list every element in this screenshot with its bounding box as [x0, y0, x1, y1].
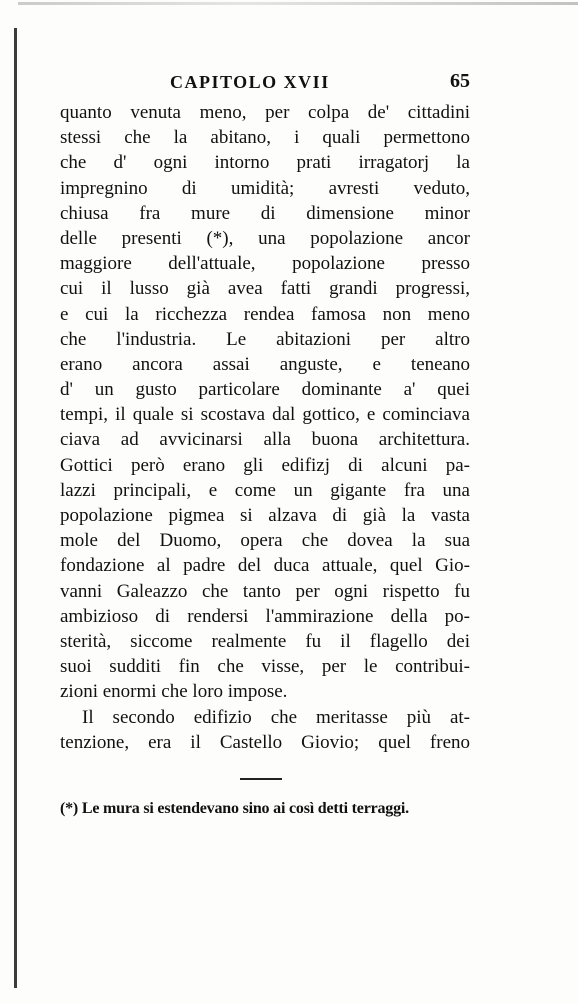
page-number: 65: [450, 70, 470, 92]
text-line: erano ancora assai anguste, e teneano: [60, 353, 470, 375]
text-line: delle presenti (*), una popolazione ancor: [60, 227, 470, 249]
text-line: cui il lusso già avea fatti grandi progressi,: [60, 278, 470, 300]
text-line: maggiore dell'attuale, popolazione presso: [60, 253, 470, 275]
footnote: (*) Le mura si estendevano sino ai così detti terraggi.: [60, 800, 409, 817]
text-line: e cui la ricchezza rendea famosa non meno: [60, 303, 470, 325]
text-line: mole del Duomo, opera che dovea la sua: [60, 530, 470, 552]
text-line: chiusa fra mure di dimensione minor: [60, 202, 470, 224]
text-line: ciava ad avvicinarsi alla buona architettura.: [60, 429, 470, 451]
text-line: tempi, il quale si scostava dal gottico, e cominciava: [60, 404, 470, 426]
page-binding-edge: [14, 28, 17, 988]
text-line: popolazione pigmea si alzava di già la vasta: [60, 505, 470, 526]
text-line: quanto venuta meno, per colpa de' cittadini: [60, 102, 470, 123]
text-line: d' un gusto particolare dominante a' quei: [60, 379, 470, 401]
text-line: suoi sudditi fin che visse, per le contribui-: [60, 656, 470, 678]
text-line: stessi che la abitano, i quali permettono: [60, 127, 470, 149]
text-line: vanni Galeazzo che tanto per ogni rispetto fu: [60, 580, 470, 602]
text-line: lazzi principali, e come un gigante fra una: [60, 479, 470, 501]
text-line: Il secondo edifizio che meritasse più at-: [82, 706, 470, 728]
body-text: [60, 100, 470, 755]
text-line: sterità, siccome realmente fu il flagello dei: [60, 630, 470, 652]
running-head: [60, 72, 470, 98]
page-top-edge: [18, 2, 578, 5]
text-line: che l'industria. Le abitazioni per altro: [60, 328, 470, 350]
text-line: impregnino di umidità; avresti veduto,: [60, 177, 470, 199]
text-line: zioni enormi che loro impose.: [60, 681, 288, 703]
chapter-title: CAPITOLO XVII: [170, 72, 330, 92]
text-line: fondazione al padre del duca attuale, quel Gio-: [60, 555, 470, 577]
text-line: Gottici però erano gli edifizj di alcuni pa-: [60, 454, 470, 476]
text-line: ambizioso di rendersi l'ammirazione della po-: [60, 605, 470, 627]
text-line: che d' ogni intorno prati irragatorj la: [60, 152, 470, 174]
footnote-separator: [240, 778, 282, 780]
text-line: tenzione, era il Castello Giovio; quel freno: [60, 731, 470, 753]
